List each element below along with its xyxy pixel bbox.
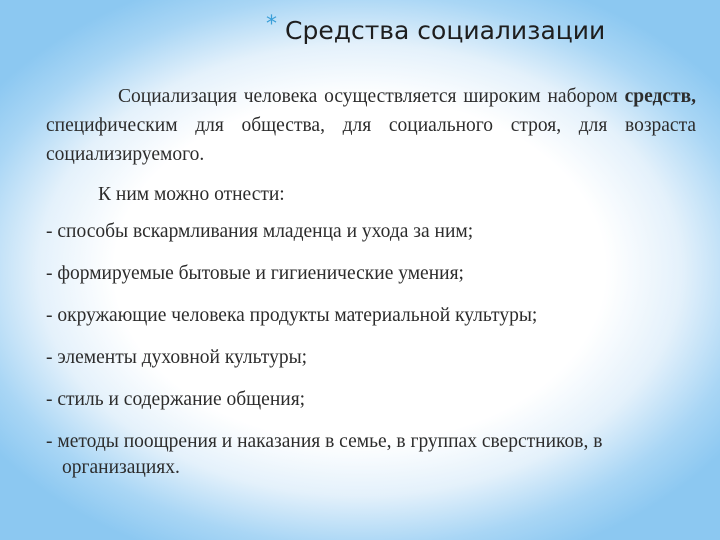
- slide-title: [266, 12, 606, 45]
- intro-text-start: Социализация человека осуществляется широким набором: [118, 86, 618, 107]
- slide-body: [46, 82, 696, 481]
- list-item: - способы вскармливания младенца и ухода за ним;: [46, 221, 474, 242]
- intro-text-end: специфическим для общества, для социального строя, для возраста социализируемого.: [46, 115, 696, 165]
- list-item: - методы поощрения и наказания в семье, в группах сверстников, в организациях.: [46, 431, 603, 478]
- list-item: - формируемые бытовые и гигиенические умения;: [46, 263, 464, 284]
- title-bullet: *: [266, 12, 277, 37]
- intro-paragraph: [46, 82, 696, 169]
- list-item: - окружающие человека продукты материальной культуры;: [46, 305, 538, 326]
- list-item: - элементы духовной культуры;: [46, 347, 308, 368]
- means-list: [46, 219, 696, 481]
- intro-bold-word: средств,: [624, 86, 697, 107]
- list-item: - стиль и содержание общения;: [46, 389, 306, 410]
- lead-line: К ним можно отнести:: [98, 184, 285, 205]
- title-text: Средства социализации: [285, 16, 606, 45]
